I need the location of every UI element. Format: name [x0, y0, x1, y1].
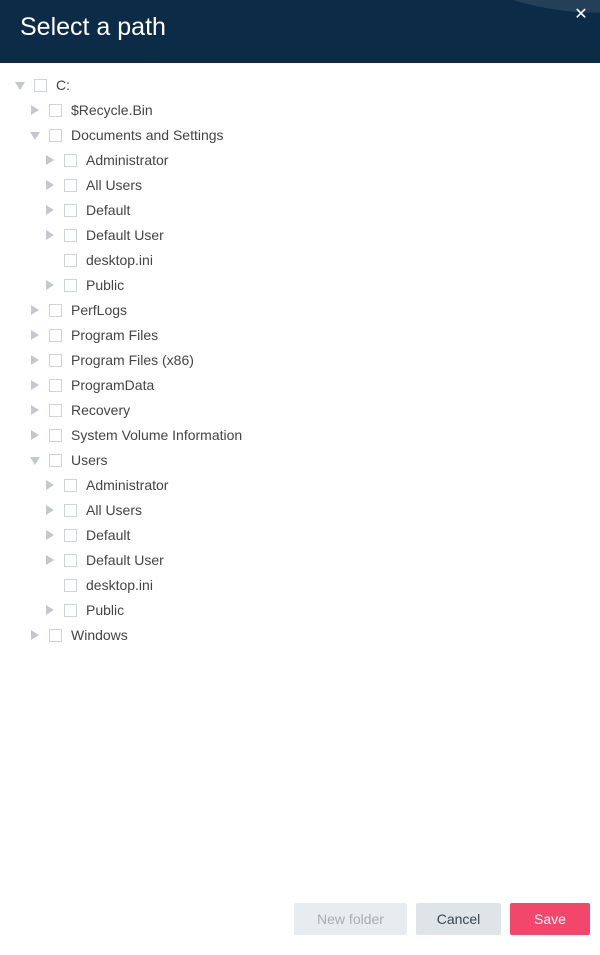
tree-node-label[interactable]: Default	[86, 527, 131, 543]
caret-right-icon[interactable]	[44, 554, 56, 566]
caret-right-icon[interactable]	[29, 304, 41, 316]
tree-node-label[interactable]: PerfLogs	[71, 302, 128, 318]
tree-node[interactable]	[0, 198, 600, 223]
tree-node-checkbox[interactable]	[49, 104, 62, 117]
dialog-title: Select a path	[20, 13, 166, 41]
caret-right-icon[interactable]	[29, 104, 41, 116]
tree-node-checkbox[interactable]	[49, 404, 62, 417]
tree-node-checkbox[interactable]	[64, 479, 77, 492]
cancel-button[interactable]: Cancel	[416, 903, 501, 935]
caret-right-icon[interactable]	[44, 154, 56, 166]
tree-node-label[interactable]: C:	[56, 77, 70, 93]
caret-right-icon[interactable]	[29, 429, 41, 441]
tree-node[interactable]	[0, 373, 600, 398]
tree-node-checkbox[interactable]	[64, 254, 77, 267]
tree-node-label[interactable]: desktop.ini	[86, 577, 153, 593]
tree-node[interactable]	[0, 123, 600, 148]
tree-node[interactable]	[0, 598, 600, 623]
caret-right-icon[interactable]	[29, 329, 41, 341]
tree-node-checkbox[interactable]	[64, 579, 77, 592]
tree-node-label[interactable]: Default User	[86, 227, 164, 243]
tree-node-label[interactable]: Administrator	[86, 152, 169, 168]
tree-node[interactable]	[0, 448, 600, 473]
tree-node-label[interactable]: All Users	[86, 177, 143, 193]
caret-right-icon[interactable]	[44, 504, 56, 516]
tree-node-label[interactable]: Recovery	[71, 402, 131, 418]
tree-node-checkbox[interactable]	[64, 504, 77, 517]
caret-right-icon[interactable]	[44, 179, 56, 191]
tree-node-label[interactable]: Administrator	[86, 477, 169, 493]
tree-node-checkbox[interactable]	[64, 229, 77, 242]
tree-node-checkbox[interactable]	[49, 329, 62, 342]
tree-node-checkbox[interactable]	[64, 604, 77, 617]
tree-node-checkbox[interactable]	[64, 529, 77, 542]
tree-node-label[interactable]: Default	[86, 202, 131, 218]
tree-node[interactable]	[0, 323, 600, 348]
tree-node-checkbox[interactable]	[34, 79, 47, 92]
tree-node[interactable]	[0, 348, 600, 373]
tree-node-label[interactable]: Windows	[71, 627, 128, 643]
caret-right-icon[interactable]	[29, 404, 41, 416]
tree-node-checkbox[interactable]	[49, 129, 62, 142]
tree-node[interactable]	[0, 523, 600, 548]
tree-node-label[interactable]: Program Files (x86)	[71, 352, 194, 368]
tree-node[interactable]	[0, 298, 600, 323]
caret-right-icon[interactable]	[44, 229, 56, 241]
caret-down-icon[interactable]	[29, 129, 41, 141]
tree-node[interactable]	[0, 248, 600, 273]
tree-node-checkbox[interactable]	[64, 554, 77, 567]
tree-node-label[interactable]: $Recycle.Bin	[71, 102, 153, 118]
tree-node-label[interactable]: Public	[86, 277, 125, 293]
tree-node-checkbox[interactable]	[64, 179, 77, 192]
tree-node[interactable]	[0, 148, 600, 173]
new-folder-button[interactable]: New folder	[294, 903, 407, 935]
tree-node[interactable]	[0, 398, 600, 423]
tree-node-checkbox[interactable]	[49, 304, 62, 317]
tree-node[interactable]	[0, 623, 600, 648]
caret-right-icon[interactable]	[44, 479, 56, 491]
tree-node[interactable]	[0, 223, 600, 248]
tree-node[interactable]	[0, 498, 600, 523]
dialog-header	[0, 0, 600, 63]
tree-node[interactable]	[0, 273, 600, 298]
close-icon[interactable]: ✕	[574, 6, 588, 23]
tree-node-label[interactable]: Default User	[86, 552, 164, 568]
caret-right-icon[interactable]	[44, 279, 56, 291]
tree-node-label[interactable]: Users	[71, 452, 108, 468]
tree-node[interactable]	[0, 423, 600, 448]
tree-node[interactable]	[0, 548, 600, 573]
tree-node-label[interactable]: All Users	[86, 502, 143, 518]
tree-node-checkbox[interactable]	[49, 629, 62, 642]
tree-node-label[interactable]: ProgramData	[71, 377, 155, 393]
tree-node[interactable]	[0, 73, 600, 98]
caret-right-icon[interactable]	[44, 204, 56, 216]
caret-down-icon[interactable]	[29, 454, 41, 466]
tree-node-checkbox[interactable]	[64, 154, 77, 167]
caret-down-icon[interactable]	[14, 79, 26, 91]
caret-right-icon[interactable]	[29, 354, 41, 366]
tree-node-label[interactable]: Public	[86, 602, 125, 618]
tree-node-checkbox[interactable]	[49, 429, 62, 442]
folder-tree	[0, 73, 600, 648]
caret-right-icon[interactable]	[29, 629, 41, 641]
caret-right-icon[interactable]	[44, 604, 56, 616]
tree-node-label[interactable]: System Volume Information	[71, 427, 243, 443]
tree-node[interactable]	[0, 573, 600, 598]
tree-node-label[interactable]: desktop.ini	[86, 252, 153, 268]
tree-node-checkbox[interactable]	[49, 354, 62, 367]
caret-right-icon[interactable]	[44, 529, 56, 541]
tree-node[interactable]	[0, 473, 600, 498]
tree-node-label[interactable]: Program Files	[71, 327, 159, 343]
tree-node-label[interactable]: Documents and Settings	[71, 127, 224, 143]
tree-node[interactable]	[0, 173, 600, 198]
caret-right-icon[interactable]	[29, 379, 41, 391]
tree-node[interactable]	[0, 98, 600, 123]
tree-node-checkbox[interactable]	[64, 279, 77, 292]
tree-node-checkbox[interactable]	[64, 204, 77, 217]
tree-node-checkbox[interactable]	[49, 379, 62, 392]
tree-node-checkbox[interactable]	[49, 454, 62, 467]
save-button[interactable]: Save	[510, 903, 590, 935]
